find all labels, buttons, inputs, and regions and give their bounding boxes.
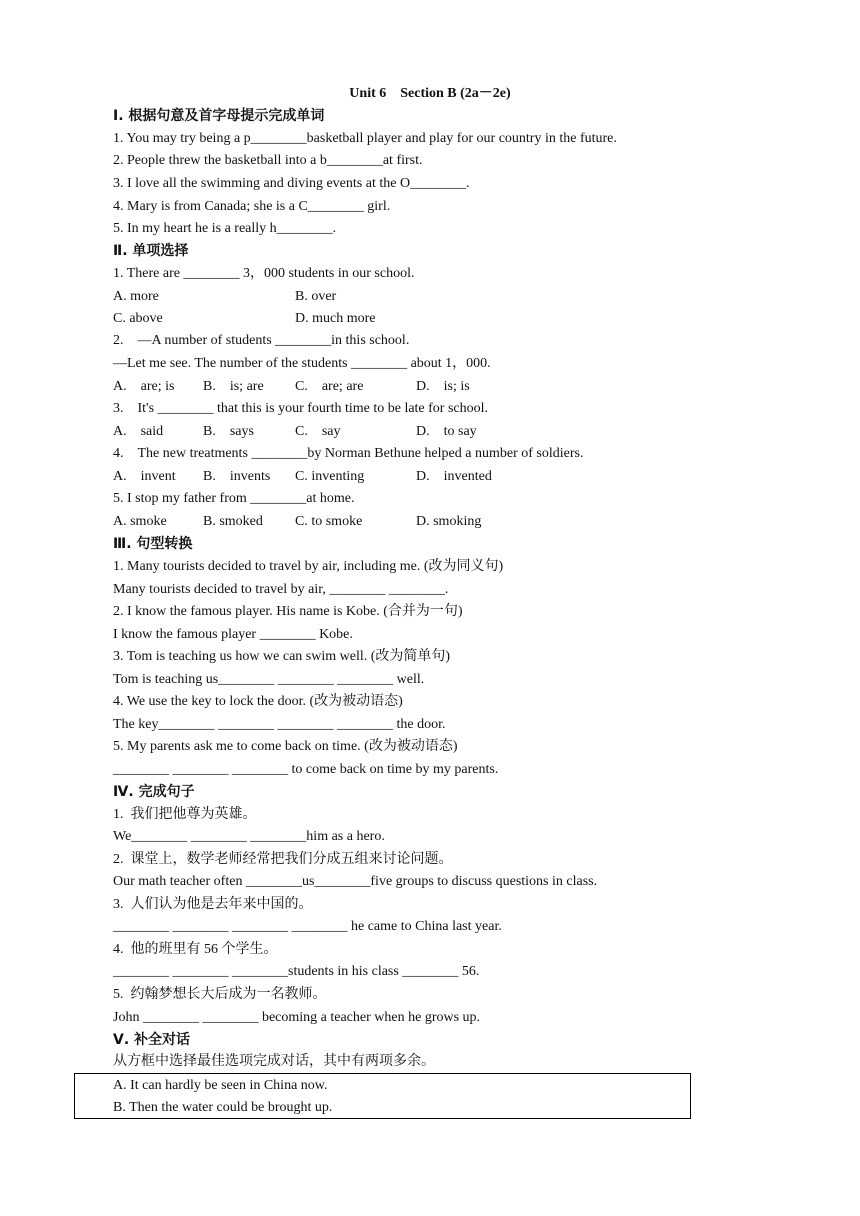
question-line: 3. 人们认为他是去年来中国的。 xyxy=(113,897,313,912)
section-heading-3: Ⅲ. 句型转换 xyxy=(113,536,193,552)
option: A. invent xyxy=(113,469,176,484)
question-line: 2. 课堂上，数学老师经常把我们分成五组来讨论问题。 xyxy=(113,852,453,867)
option: B. smoked xyxy=(203,514,263,529)
answer-line: ________ ________ ________students in his class ________ 56. xyxy=(113,964,480,979)
option: C. above xyxy=(113,311,163,326)
section-heading-4: Ⅳ. 完成句子 xyxy=(113,784,195,800)
answer-line: ________ ________ ________ ________ he came to China last year. xyxy=(113,919,502,934)
section-heading-2: Ⅱ. 单项选择 xyxy=(113,243,189,259)
option: B. invents xyxy=(203,469,271,484)
option: B. says xyxy=(203,424,254,439)
question-line: 3. Tom is teaching us how we can swim well. (改为简单句) xyxy=(113,649,451,664)
answer-line: I know the famous player ________ Kobe. xyxy=(113,627,353,642)
question-line: 1. 我们把他尊为英雄。 xyxy=(113,807,257,822)
option: C. are; are xyxy=(295,379,364,394)
question-line: 1. You may try being a p________basketball player and play for our country in the future. xyxy=(113,131,617,146)
answer-line: John ________ ________ becoming a teacher when he grows up. xyxy=(113,1010,481,1025)
instruction: 从方框中选择最佳选项完成对话，其中有两项多余。 xyxy=(113,1054,435,1069)
section-heading-1: Ⅰ. 根据句意及首字母提示完成单词 xyxy=(113,108,325,124)
answer-line: Our math teacher often ________us________five groups to discuss questions in class. xyxy=(113,874,598,889)
question-stem: —Let me see. The number of the students ________ about 1，000. xyxy=(113,356,491,371)
question-stem: 2. —A number of students ________in this school. xyxy=(113,333,410,348)
option: A. smoke xyxy=(113,514,167,529)
option: C. to smoke xyxy=(295,514,363,529)
option: A. are; is xyxy=(113,379,175,394)
answer-line: Many tourists decided to travel by air, ________ ________. xyxy=(113,582,449,597)
question-line: 4. 他的班里有 56 个学生。 xyxy=(113,942,278,957)
question-line: 4. Mary is from Canada; she is a C________ girl. xyxy=(113,199,391,214)
question-line: 4. We use the key to lock the door. (改为被动语态) xyxy=(113,694,403,709)
question-line: 5. 约翰梦想长大后成为一名教师。 xyxy=(113,987,327,1002)
box-option: B. Then the water could be brought up. xyxy=(113,1100,333,1115)
option: D. to say xyxy=(416,424,477,439)
option: D. much more xyxy=(295,311,376,326)
question-line: 3. I love all the swimming and diving events at the O________. xyxy=(113,176,470,191)
option: C. say xyxy=(295,424,341,439)
option: D. smoking xyxy=(416,514,482,529)
option: B. is; are xyxy=(203,379,264,394)
question-stem: 5. I stop my father from ________at home. xyxy=(113,491,355,506)
section-heading-5: Ⅴ. 补全对话 xyxy=(113,1032,191,1048)
answer-line: Tom is teaching us________ ________ ________ well. xyxy=(113,672,425,687)
option: D. is; is xyxy=(416,379,470,394)
question-line: 5. My parents ask me to come back on time. (改为被动语态) xyxy=(113,739,458,754)
answer-line: We________ ________ ________him as a hero. xyxy=(113,829,385,844)
question-line: 2. People threw the basketball into a b________at first. xyxy=(113,153,423,168)
box-option: A. It can hardly be seen in China now. xyxy=(113,1078,328,1093)
question-line: 2. I know the famous player. His name is Kobe. (合并为一句) xyxy=(113,604,463,619)
page-title: Unit 6 Section B (2a－2e) xyxy=(349,86,511,101)
option: A. said xyxy=(113,424,164,439)
option: B. over xyxy=(295,289,337,304)
option: A. more xyxy=(113,289,159,304)
question-stem: 3. It's ________ that this is your fourth time to be late for school. xyxy=(113,401,489,416)
question-stem: 1. There are ________ 3，000 students in our school. xyxy=(113,266,415,281)
answer-line: The key________ ________ ________ ________ the door. xyxy=(113,717,446,732)
question-line: 1. Many tourists decided to travel by air, including me. (改为同义句) xyxy=(113,559,504,574)
answer-line: ________ ________ ________ to come back on time by my parents. xyxy=(113,762,499,777)
question-stem: 4. The new treatments ________by Norman Bethune helped a number of soldiers. xyxy=(113,446,584,461)
option: D. invented xyxy=(416,469,492,484)
option: C. inventing xyxy=(295,469,365,484)
question-line: 5. In my heart he is a really h________. xyxy=(113,221,337,236)
